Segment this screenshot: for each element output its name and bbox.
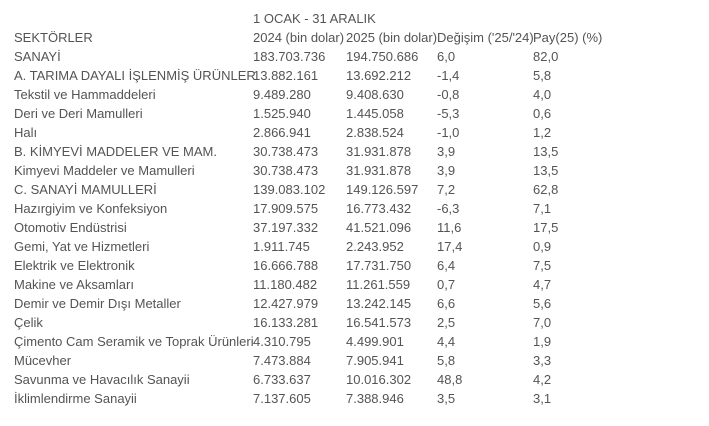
table-row bbox=[14, 370, 709, 389]
sector-name: Otomotiv Endüstrisi bbox=[14, 220, 127, 235]
change-value: -0,8 bbox=[437, 87, 460, 102]
change-value: 4,4 bbox=[437, 334, 456, 349]
share-value: 1,9 bbox=[533, 334, 552, 349]
share-value: 4,2 bbox=[533, 372, 552, 387]
table-row bbox=[14, 161, 709, 180]
share-value: 7,5 bbox=[533, 258, 552, 273]
sector-name: Deri ve Deri Mamulleri bbox=[14, 106, 143, 121]
column-header-share: Pay(25) (%) bbox=[533, 30, 603, 45]
share-value: 3,1 bbox=[533, 391, 552, 406]
value-2025: 149.126.597 bbox=[346, 182, 419, 197]
sector-name: B. KİMYEVİ MADDELER VE MAM. bbox=[14, 144, 217, 159]
value-2024: 183.703.736 bbox=[253, 49, 326, 64]
change-value: 11,6 bbox=[437, 220, 462, 235]
table-row bbox=[14, 351, 709, 370]
value-2024: 2.866.941 bbox=[253, 125, 311, 140]
sector-name: Tekstil ve Hammaddeleri bbox=[14, 87, 156, 102]
table-row bbox=[14, 66, 709, 85]
column-header-change: Değişim ('25/'24) bbox=[437, 30, 534, 45]
value-2024: 16.666.788 bbox=[253, 258, 319, 273]
value-2025: 2.838.524 bbox=[346, 125, 404, 140]
share-value: 4,0 bbox=[533, 87, 552, 102]
period-title: 1 OCAK - 31 ARALIK bbox=[253, 11, 376, 26]
value-2025: 1.445.058 bbox=[346, 106, 404, 121]
value-2024: 11.180.482 bbox=[253, 277, 318, 292]
value-2024: 12.427.979 bbox=[253, 296, 319, 311]
change-value: -6,3 bbox=[437, 201, 460, 216]
share-value: 5,6 bbox=[533, 296, 552, 311]
value-2024: 1.911.745 bbox=[253, 239, 310, 254]
sector-name: Çelik bbox=[14, 315, 43, 330]
sector-name: İklimlendirme Sanayii bbox=[14, 391, 137, 406]
value-2025: 4.499.901 bbox=[346, 334, 404, 349]
value-2025: 17.731.750 bbox=[346, 258, 412, 273]
change-value: 3,9 bbox=[437, 163, 456, 178]
share-value: 7,1 bbox=[533, 201, 552, 216]
table-row bbox=[14, 104, 709, 123]
change-value: -5,3 bbox=[437, 106, 460, 121]
share-value: 82,0 bbox=[533, 49, 559, 64]
change-value: 5,8 bbox=[437, 353, 456, 368]
value-2024: 17.909.575 bbox=[253, 201, 319, 216]
value-2025: 16.773.432 bbox=[346, 201, 412, 216]
value-2024: 7.137.605 bbox=[253, 391, 311, 406]
table-row bbox=[14, 294, 709, 313]
sector-name: SANAYİ bbox=[14, 49, 61, 64]
sector-name: Demir ve Demir Dışı Metaller bbox=[14, 296, 181, 311]
change-value: 6,4 bbox=[437, 258, 456, 273]
table-row bbox=[14, 275, 709, 294]
value-2025: 13.242.145 bbox=[346, 296, 412, 311]
value-2025: 16.541.573 bbox=[346, 315, 412, 330]
change-value: -1,0 bbox=[437, 125, 460, 140]
value-2025: 10.016.302 bbox=[346, 372, 412, 387]
change-value: 3,5 bbox=[437, 391, 456, 406]
sector-name: Elektrik ve Elektronik bbox=[14, 258, 135, 273]
value-2025: 194.750.686 bbox=[346, 49, 419, 64]
change-value: 7,2 bbox=[437, 182, 456, 197]
sector-name: Çimento Cam Seramik ve Toprak Ürünleri bbox=[14, 334, 254, 349]
share-value: 0,6 bbox=[533, 106, 552, 121]
share-value: 4,7 bbox=[533, 277, 552, 292]
value-2024: 139.083.102 bbox=[253, 182, 326, 197]
table-row bbox=[14, 237, 709, 256]
share-value: 62,8 bbox=[533, 182, 559, 197]
table-row bbox=[14, 389, 709, 408]
share-value: 3,3 bbox=[533, 353, 552, 368]
sector-name: Makine ve Aksamları bbox=[14, 277, 134, 292]
table-row bbox=[14, 180, 709, 199]
value-2024: 6.733.637 bbox=[253, 372, 311, 387]
share-value: 7,0 bbox=[533, 315, 552, 330]
share-value: 0,9 bbox=[533, 239, 552, 254]
share-value: 17,5 bbox=[533, 220, 559, 235]
value-2025: 11.261.559 bbox=[346, 277, 411, 292]
change-value: 17,4 bbox=[437, 239, 463, 254]
table-rows bbox=[14, 47, 709, 408]
value-2024: 30.738.473 bbox=[253, 163, 319, 178]
change-value: 3,9 bbox=[437, 144, 456, 159]
table-row bbox=[14, 142, 709, 161]
change-value: -1,4 bbox=[437, 68, 460, 83]
change-value: 48,8 bbox=[437, 372, 463, 387]
value-2024: 4.310.795 bbox=[253, 334, 311, 349]
change-value: 2,5 bbox=[437, 315, 456, 330]
sector-name: C. SANAYİ MAMULLERİ bbox=[14, 182, 157, 197]
sector-name: Halı bbox=[14, 125, 38, 140]
value-2025: 7.388.946 bbox=[346, 391, 404, 406]
change-value: 6,0 bbox=[437, 49, 456, 64]
table-row bbox=[14, 218, 709, 237]
sector-name: Mücevher bbox=[14, 353, 72, 368]
value-2025: 31.931.878 bbox=[346, 144, 412, 159]
table-row bbox=[14, 256, 709, 275]
column-header-sectors: SEKTÖRLER bbox=[14, 30, 93, 45]
sector-name: Gemi, Yat ve Hizmetleri bbox=[14, 239, 150, 254]
value-2024: 37.197.332 bbox=[253, 220, 319, 235]
table-row bbox=[14, 199, 709, 218]
sector-name: Kimyevi Maddeler ve Mamulleri bbox=[14, 163, 195, 178]
change-value: 6,6 bbox=[437, 296, 456, 311]
value-2024: 16.133.281 bbox=[253, 315, 319, 330]
sectors-data-table bbox=[14, 9, 709, 408]
sector-name: Hazırgiyim ve Konfeksiyon bbox=[14, 201, 168, 216]
sector-name: Savunma ve Havacılık Sanayii bbox=[14, 372, 190, 387]
value-2025: 2.243.952 bbox=[346, 239, 404, 254]
table-row bbox=[14, 85, 709, 104]
table-row bbox=[14, 47, 709, 66]
value-2024: 1.525.940 bbox=[253, 106, 311, 121]
value-2024: 30.738.473 bbox=[253, 144, 319, 159]
table-title-row bbox=[14, 9, 709, 28]
value-2025: 31.931.878 bbox=[346, 163, 412, 178]
table-row bbox=[14, 123, 709, 142]
value-2025: 41.521.096 bbox=[346, 220, 412, 235]
column-header-2024: 2024 (bin dolar) bbox=[253, 30, 345, 45]
table-header-row bbox=[14, 28, 709, 47]
change-value: 0,7 bbox=[437, 277, 456, 292]
value-2024: 7.473.884 bbox=[253, 353, 311, 368]
value-2025: 7.905.941 bbox=[346, 353, 404, 368]
value-2025: 13.692.212 bbox=[346, 68, 412, 83]
table-row bbox=[14, 313, 709, 332]
sector-name: A. TARIMA DAYALI İŞLENMİŞ ÜRÜNLER bbox=[14, 68, 256, 83]
value-2025: 9.408.630 bbox=[346, 87, 404, 102]
value-2024: 9.489.280 bbox=[253, 87, 311, 102]
share-value: 1,2 bbox=[533, 125, 552, 140]
value-2024: 13.882.161 bbox=[253, 68, 319, 83]
share-value: 13,5 bbox=[533, 163, 559, 178]
share-value: 13,5 bbox=[533, 144, 559, 159]
share-value: 5,8 bbox=[533, 68, 552, 83]
column-header-2025: 2025 (bin dolar) bbox=[346, 30, 438, 45]
table-row bbox=[14, 332, 709, 351]
